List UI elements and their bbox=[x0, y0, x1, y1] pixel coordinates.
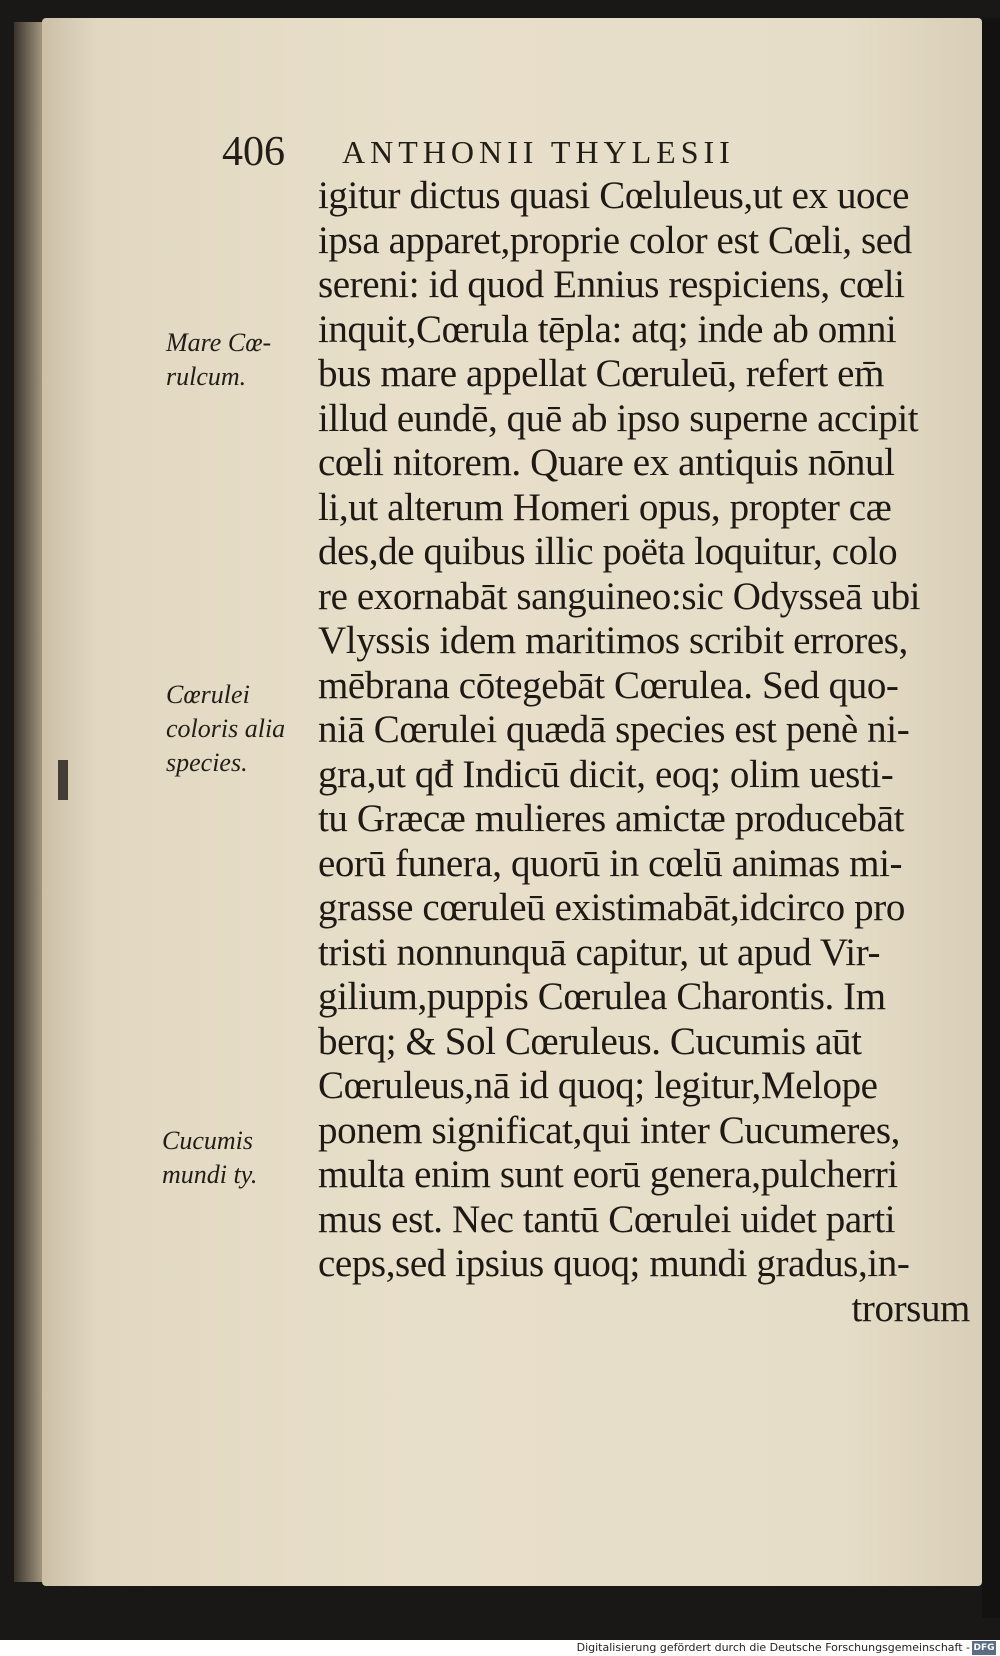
text-line: bus mare appellat Cœruleū, refert em̄ bbox=[318, 352, 885, 395]
marginal-note bbox=[166, 326, 271, 394]
text-line: inquit,Cœrula tēpla: atq; inde ab omni bbox=[318, 307, 897, 351]
marginal-note-line: coloris alia bbox=[166, 714, 286, 743]
footer-bar bbox=[0, 1640, 1000, 1656]
text-line: gilium,puppis Cœrulea Charontis. Im bbox=[318, 975, 886, 1018]
text-line: gra,ut qđ Indicū dicit, eoq; olim uesti- bbox=[318, 752, 894, 796]
marginal-note-line: species. bbox=[166, 748, 248, 777]
text-line: Vlyssis idem maritimos scribit errores, bbox=[318, 619, 908, 662]
running-title: ANTHONII THYLESII bbox=[342, 134, 735, 170]
marginal-note bbox=[166, 678, 285, 780]
text-line: des,de quibus illic poëta loquitur, colo bbox=[318, 530, 898, 573]
body-text bbox=[318, 174, 980, 1331]
text-line: mus est. Nec tantū Cœrulei uidet parti bbox=[318, 1197, 896, 1241]
text-line: Cœruleus,nā id quoq; legitur,Melope bbox=[318, 1064, 878, 1107]
text-line: tristi nonnunquā capitur, ut apud Vir- bbox=[318, 930, 881, 974]
marginal-note-line: Cucumis bbox=[162, 1126, 253, 1155]
text-line: re exornabāt sanguineo:sic Odysseā ubi bbox=[318, 574, 921, 618]
text-line: ceps,sed ipsius quoq; mundi gradus,in- bbox=[318, 1242, 910, 1285]
marginal-note bbox=[162, 1124, 257, 1192]
marginal-note-line: Cœrulei bbox=[166, 680, 250, 709]
ink-stain bbox=[58, 760, 68, 800]
text-line: ponem significat,qui inter Cucumeres, bbox=[318, 1108, 900, 1152]
catchword: trorsum bbox=[851, 1286, 970, 1330]
funding-credit: Digitalisierung gefördert durch die Deutsche Forschungsgemeinschaft - bbox=[576, 1641, 970, 1654]
text-line: niā Cœrulei quædā species est penè ni- bbox=[318, 708, 910, 751]
marginal-note-line: Mare Cœ- bbox=[166, 328, 272, 357]
text-line: ipsa apparet,proprie color est Cœli, sed bbox=[318, 218, 912, 262]
text-line: li,ut alterum Homeri opus, propter cæ bbox=[318, 485, 892, 529]
marginal-note-line: mundi ty. bbox=[162, 1160, 258, 1189]
marginal-note-line: rulcum. bbox=[166, 362, 247, 391]
text-line: mēbrana cōtegebāt Cœrulea. Sed quo- bbox=[318, 663, 899, 707]
text-line: igitur dictus quasi Cœluleus,ut ex uoce bbox=[318, 174, 909, 217]
text-line: berq; & Sol Cœruleus. Cucumis aūt bbox=[318, 1019, 862, 1063]
text-line: illud eundē, quē ab ipso superne accipit bbox=[318, 396, 919, 440]
text-line: multa enim sunt eorū genera,pulcherri bbox=[318, 1153, 898, 1196]
text-line: eorū funera, quorū in cœlū animas mi- bbox=[318, 841, 903, 885]
page-number: 406 bbox=[222, 129, 285, 175]
dfg-logo: DFG bbox=[973, 1643, 995, 1653]
scan-border-right bbox=[982, 18, 1000, 1618]
text-line: cœli nitorem. Quare ex antiquis nōnul bbox=[318, 441, 895, 484]
text-line: tu Græcæ mulieres amictæ producebāt bbox=[318, 797, 905, 840]
text-line: grasse cœruleū existimabāt,idcirco pro bbox=[318, 886, 905, 929]
text-line: sereni: id quod Ennius respiciens, cœli bbox=[318, 263, 905, 306]
